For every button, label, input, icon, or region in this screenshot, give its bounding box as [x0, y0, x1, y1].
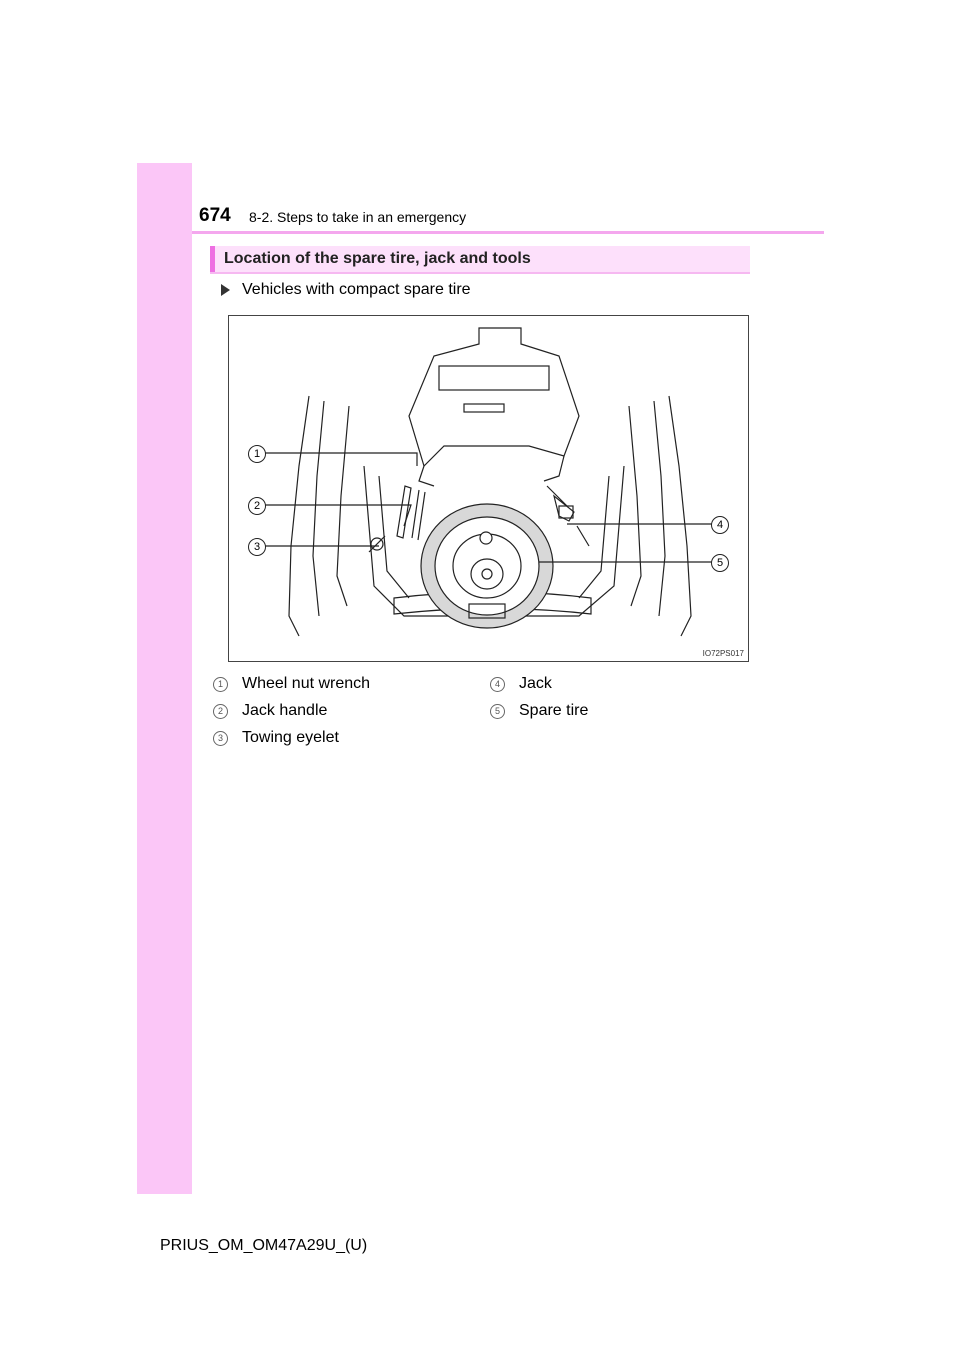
- bullet-text: Vehicles with compact spare tire: [242, 281, 471, 298]
- heading-text: Location of the spare tire, jack and tools: [224, 250, 531, 267]
- callout-1: 1: [248, 445, 266, 463]
- section-title: 8-2. Steps to take in an emergency: [249, 209, 467, 225]
- callout-4: 4: [711, 516, 729, 534]
- legend-number-badge: 5: [490, 704, 505, 719]
- heading-underline: [210, 272, 750, 274]
- heading-bar: [210, 246, 750, 272]
- callout-3: 3: [248, 538, 266, 556]
- legend-item-jack-handle: [213, 702, 327, 720]
- header-rule: [192, 231, 824, 234]
- legend-label: Jack handle: [242, 702, 328, 719]
- document-footer: PRIUS_OM_OM47A29U_(U): [160, 1237, 368, 1254]
- legend-label: Spare tire: [519, 702, 589, 719]
- page-number: 674: [199, 205, 231, 226]
- legend-item-jack: [490, 675, 552, 693]
- legend-number-badge: 1: [213, 677, 228, 692]
- legend-number-badge: 3: [213, 731, 228, 746]
- callout-2: 2: [248, 497, 266, 515]
- figure-id: IO72PS017: [702, 649, 744, 658]
- legend-label: Wheel nut wrench: [242, 675, 371, 692]
- side-tab-strip: [137, 163, 192, 1194]
- callout-5: 5: [711, 554, 729, 572]
- legend-label: Jack: [519, 675, 552, 692]
- heading-accent: [210, 246, 215, 272]
- legend-item-towing-eyelet: [213, 729, 339, 747]
- triangle-bullet-icon: [221, 284, 230, 296]
- legend-item-wheel-nut-wrench: [213, 675, 370, 693]
- legend-number-badge: 4: [490, 677, 505, 692]
- legend-number-badge: 2: [213, 704, 228, 719]
- bullet-item: [221, 281, 471, 299]
- legend-item-spare-tire: [490, 702, 588, 720]
- spare-tire-illustration: [228, 315, 749, 662]
- trunk-drawing: [229, 316, 748, 661]
- legend-label: Towing eyelet: [242, 729, 339, 746]
